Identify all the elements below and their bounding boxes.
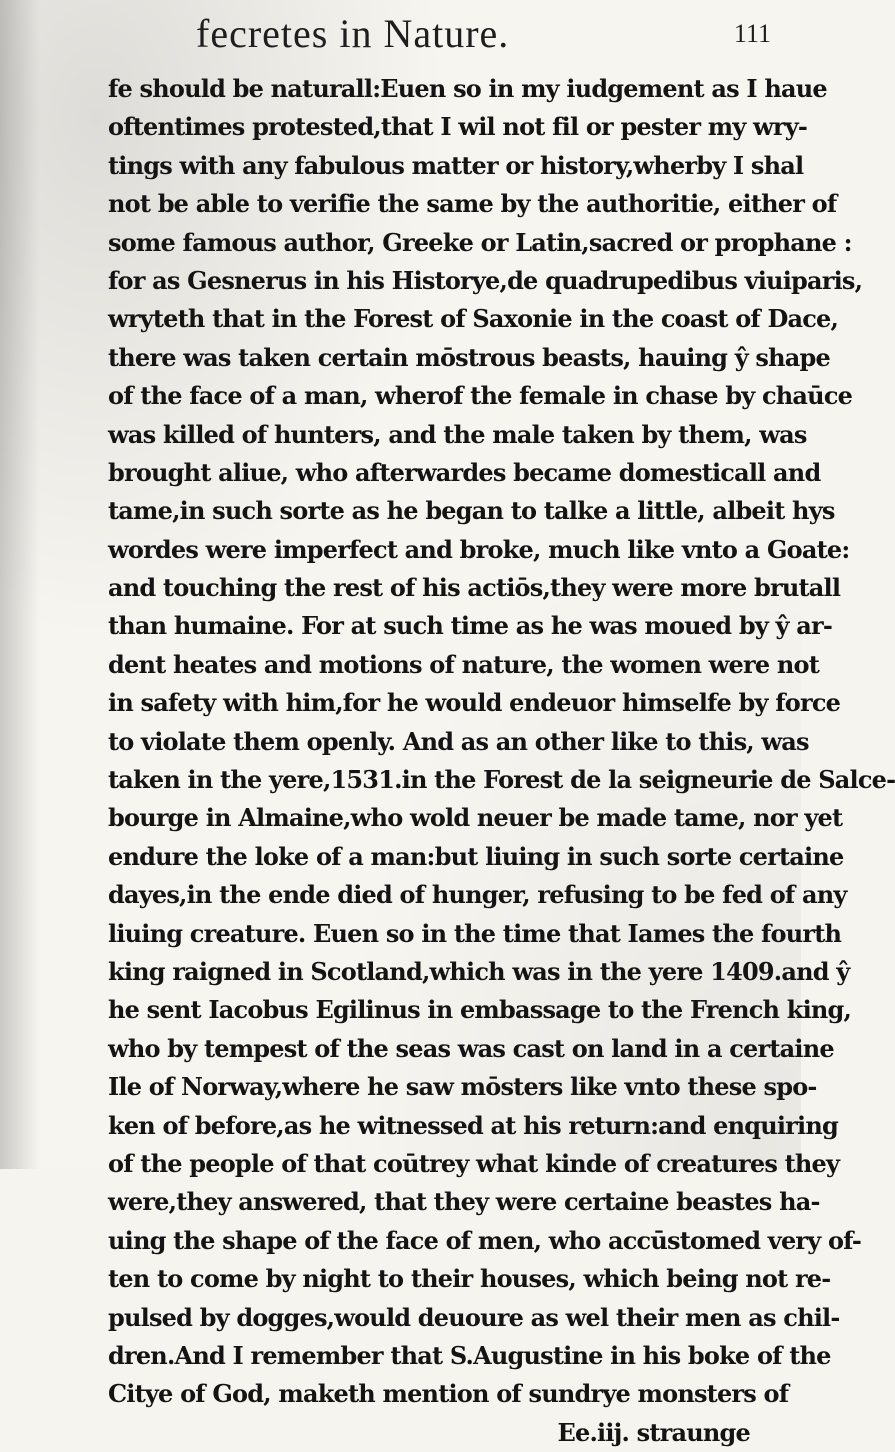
text-line: uing the shape of the face of men, who accūstomed very of- — [108, 1225, 862, 1255]
text-line: in safety with him,for he would endeuor himselfe by force — [108, 688, 841, 718]
text-line: he sent Iacobus Egilinus in embassage to the French king, — [108, 995, 852, 1025]
text-line: some famous author, Greeke or Latin,sacred or prophane : — [108, 227, 852, 257]
text-line: and touching the rest of his actiōs,they were more brutall — [108, 573, 841, 603]
text-line: was killed of hunters, and the male taken by them, was — [108, 419, 807, 449]
text-line: oftentimes protested,that I wil not fil or pester my wry- — [108, 112, 808, 142]
text-line: bourge in Almaine,who wold neuer be made tame, nor yet — [108, 803, 843, 833]
text-line: were,they answered, that they were certaine beastes ha- — [108, 1187, 820, 1217]
text-line: fe should be naturall:Euen so in my iudgement as I haue — [108, 74, 827, 103]
text-line: brought aliue, who afterwardes became domesticall and — [108, 457, 821, 487]
running-head — [0, 10, 801, 60]
text-line: of the people of that coūtrey what kinde of creatures they — [108, 1148, 840, 1178]
text-line: tings with any fabulous matter or history,wherby I shal — [108, 150, 804, 180]
text-line: ten to come by night to their houses, which being not re- — [108, 1264, 831, 1294]
text-line: wordes were imperfect and broke, much like vnto a Goate: — [108, 534, 850, 564]
running-title: fecretes in Nature. — [196, 11, 510, 56]
text-line: of the face of a man, wherof the female in chase by chaūce — [108, 381, 853, 411]
binding-shadow — [0, 0, 40, 1169]
text-line: Citye of God, maketh mention of sundrye monsters of — [108, 1379, 789, 1409]
text-line: than humaine. For at such time as he was moued by ŷ ar- — [108, 611, 832, 641]
text-line: liuing creature. Euen so in the time that Iames the fourth — [108, 918, 842, 948]
text-line: there was taken certain mōstrous beasts, hauing ŷ shape — [108, 342, 830, 372]
text-line: Ile of Norway,where he saw mōsters like vnto these spo- — [108, 1072, 817, 1102]
text-line: for as Gesnerus in his Historye,de quadrupedibus viuiparis, — [108, 265, 863, 295]
text-line: wryteth that in the Forest of Saxonie in the coast of Dace, — [108, 304, 839, 334]
text-line: not be able to verifie the same by the authoritie, either of — [108, 189, 837, 219]
text-line: dent heates and motions of nature, the women were not — [108, 649, 819, 679]
page-number: 111 — [733, 19, 771, 48]
text-line: pulsed by dogges,would deuoure as wel their men as chil- — [108, 1302, 840, 1332]
body-text — [108, 70, 895, 1452]
text-line: king raigned in Scotland,which was in the yere 1409.and ŷ — [108, 956, 850, 986]
text-line: endure the loke of a man:but liuing in such sorte certaine — [108, 841, 844, 871]
text-line: to violate them openly. And as an other like to this, was — [108, 726, 809, 756]
text-line: dayes,in the ende died of hunger, refusing to be fed of any — [108, 880, 847, 910]
text-line: tame,in such sorte as he began to talke a little, albeit hys — [108, 496, 835, 526]
text-line: taken in the yere,1531.in the Forest de la seigneurie de Salce- — [108, 765, 895, 795]
text-line: who by tempest of the seas was cast on land in a certaine — [108, 1033, 834, 1063]
text-line: ken of before,as he witnessed at his return:and enquiring — [108, 1110, 838, 1140]
catchword-line: Ee.iij. straunge — [557, 1417, 750, 1447]
text-line: dren.And I remember that S.Augustine in his boke of the — [108, 1340, 831, 1370]
